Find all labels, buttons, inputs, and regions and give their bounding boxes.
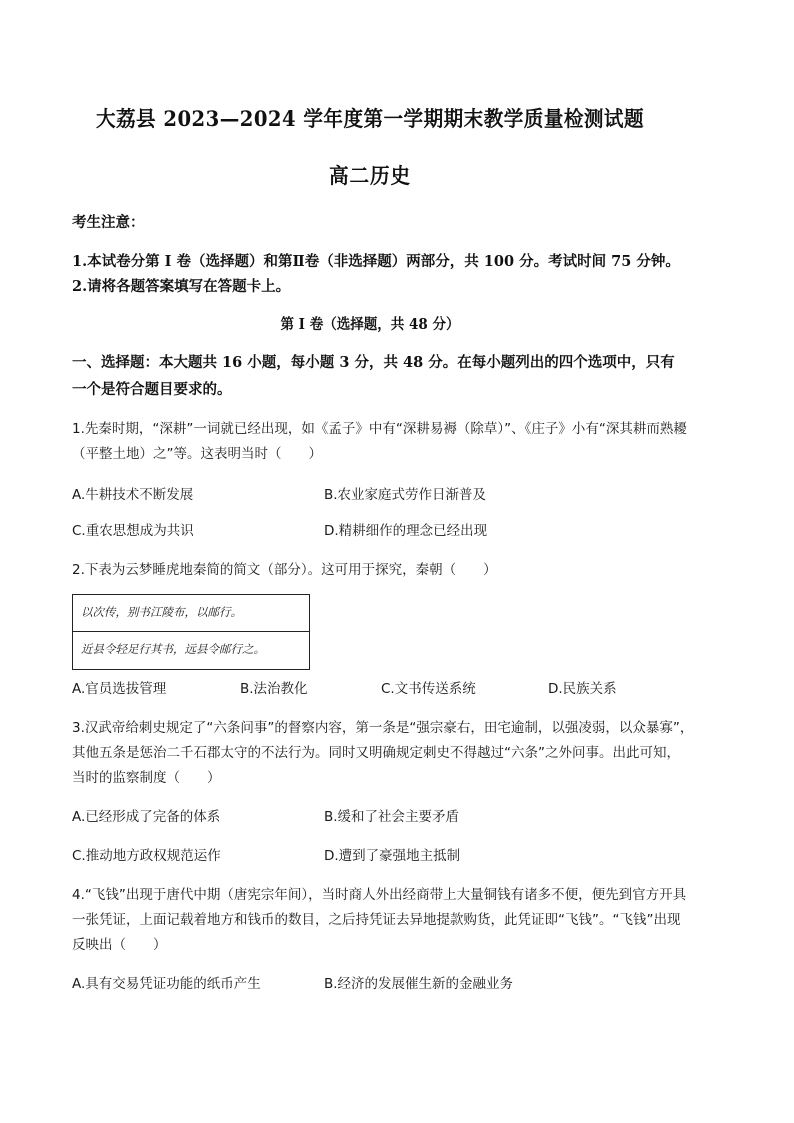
question-3-line-3: 当时的监察制度（ ）	[72, 770, 221, 786]
question-4-option-b: B.经济的发展催生新的金融业务	[324, 976, 514, 992]
bamboo-slip-table	[72, 594, 310, 670]
question-3-option-c: C.推动地方政权规范运作	[72, 848, 221, 864]
exam-subject: 高二历史	[328, 163, 412, 188]
notice-line-2: 2.请将各题答案填写在答题卡上。	[72, 278, 291, 295]
part-instruction-line-1: 一、选择题：本大题共 16 小题，每小题 3 分，共 48 分。在每小题列出的四个选项中，只有	[72, 354, 675, 371]
question-2-option-c: C.文书传送系统	[381, 681, 476, 697]
question-3-option-b: B.缓和了社会主要矛盾	[324, 809, 460, 825]
question-1-option-d: D.精耕细作的理念已经出现	[324, 523, 488, 539]
table-cell: 近县令轻足行其书，远县令邮行之。	[81, 642, 265, 656]
table-row	[73, 632, 309, 669]
question-1-option-a: A.牛耕技术不断发展	[72, 487, 194, 503]
notice-line-1: 1.本试卷分第 I 卷（选择题）和第Ⅱ卷（非选择题）两部分，共 100 分。考试时间 75 分钟。	[72, 253, 680, 270]
notice-heading: 考生注意：	[72, 214, 145, 231]
table-cell: 以次传，别书江陵布，以邮行。	[81, 605, 242, 619]
exam-title: 大荔县 2023—2024 学年度第一学期期末教学质量检测试题	[95, 106, 645, 131]
question-2-option-d: D.民族关系	[548, 681, 617, 697]
question-3-line-1: 3.汉武帝给刺史规定了“六条问事”的督察内容，第一条是“强宗豪右，田宅逾制，以强凌弱，以众暴寡”，	[72, 720, 694, 736]
question-2-option-a: A.官员选拔管理	[72, 681, 167, 697]
question-1-line-1: 1.先秦时期，“深耕”一词就已经出现，如《孟子》中有“深耕易褥（除草）”、《庄子》小有“深其耕而熟耰	[72, 421, 687, 437]
question-2-option-b: B.法治教化	[240, 681, 308, 697]
question-3-line-2: 其他五条是惩治二千石郡太守的不法行为。同时又明确规定刺史不得越过“六条”之外问事。出此可知，	[72, 745, 680, 761]
question-3-option-d: D.遭到了豪强地主抵制	[324, 848, 461, 864]
section-title: 第 I 卷（选择题，共 48 分）	[280, 316, 460, 333]
table-row	[73, 595, 309, 632]
question-4-option-a: A.具有交易凭证功能的纸币产生	[72, 976, 261, 992]
question-1-option-b: B.农业家庭式劳作日渐普及	[324, 487, 487, 503]
question-4-line-1: 4.“飞钱”出现于唐代中期（唐宪宗年间），当时商人外出经商带上大量铜钱有诸多不便，便先到官方开具	[72, 887, 687, 903]
question-2-line-1: 2.下表为云梦睡虎地秦简的简文（部分）。这可用于探究，秦朝（ ）	[72, 562, 497, 578]
question-1-line-2: （平整土地）之”等。这表明当时（ ）	[72, 446, 322, 462]
part-instruction-line-2: 一个是符合题目要求的。	[72, 381, 232, 398]
question-4-line-3: 反映出（ ）	[72, 937, 167, 953]
question-4-line-2: 一张凭证，上面记载着地方和钱币的数目，之后持凭证去异地提款购货，此凭证即“飞钱”。“飞钱”出现	[72, 912, 681, 928]
question-1-option-c: C.重农思想成为共识	[72, 523, 194, 539]
question-3-option-a: A.已经形成了完备的体系	[72, 809, 221, 825]
